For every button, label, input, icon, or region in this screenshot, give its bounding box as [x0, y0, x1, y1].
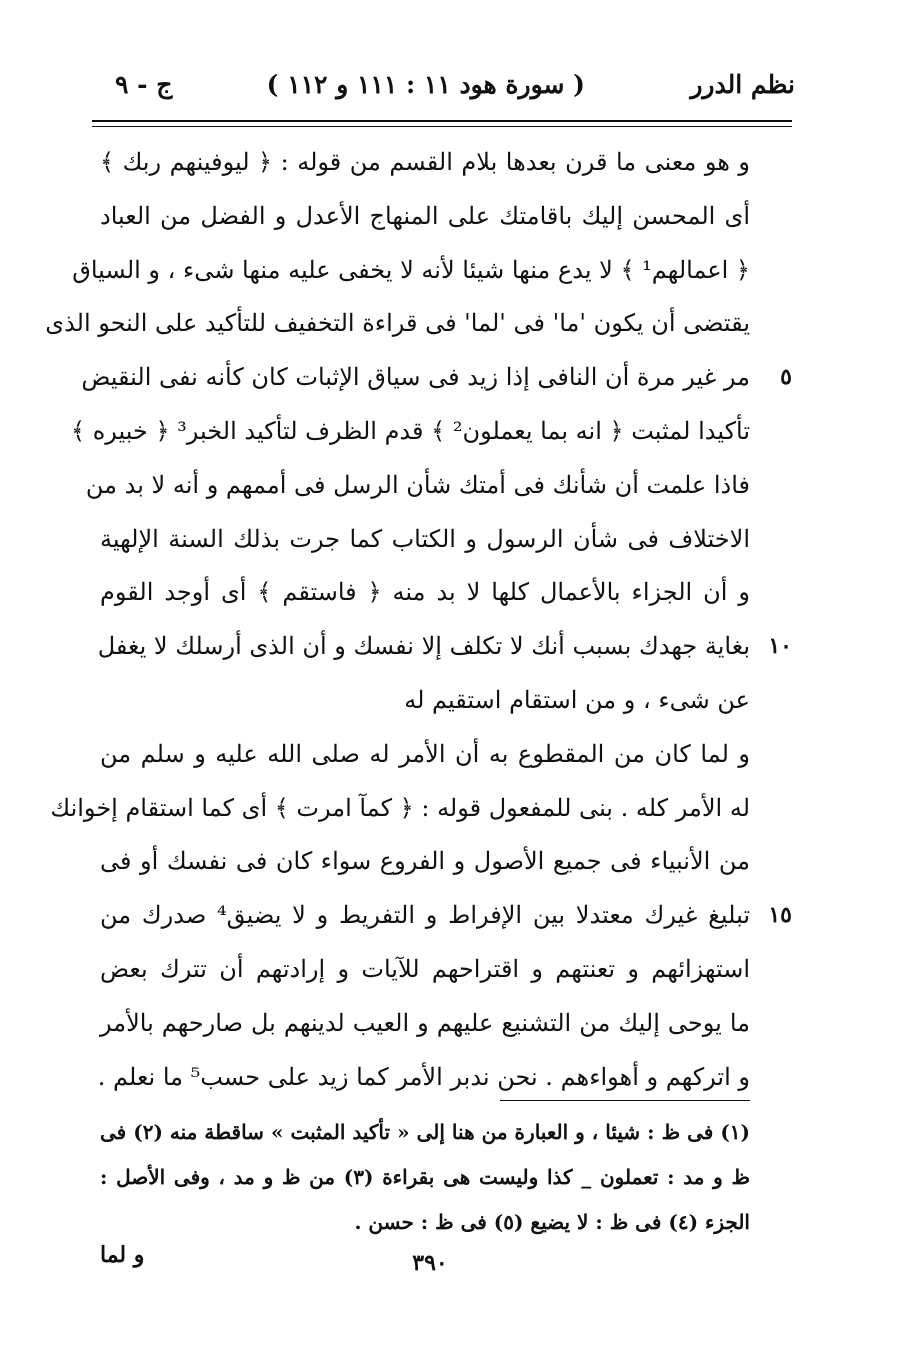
line-text: الاختلاف فى شأن الرسول و الكتاب كما جرت بذلك السنة الإلهية	[100, 524, 750, 553]
line-text: يقتضى أن يكون 'ما' فى 'لما' فى قراءة التخفيف للتأكيد على النحو الذى	[45, 309, 750, 338]
header-rule	[92, 120, 792, 122]
line-text: ﴿ اعمالهم¹ ﴾ لا يدع منها شيئا لأنه لا يخفى عليه منها شىء ، و السياق	[72, 255, 750, 284]
text-line	[100, 194, 750, 248]
footnote-line: الجزء (٤) فى ظ : لا يضيع (٥) فى ظ : حسن .	[354, 1210, 750, 1234]
line-text: و هو معنى ما قرن بعدها بلام القسم من قوله : ﴿ ليوفينهم ربك ﴾	[100, 148, 750, 176]
text-line	[71, 409, 750, 463]
line-text: له الأمر كله . بنى للمفعول قوله : ﴿ كمآ امرت ﴾ أى كما استقام إخوانك	[50, 793, 750, 822]
text-line	[100, 1001, 750, 1055]
line-text: تأكيدا لمثبت ﴿ انه بما يعملون² ﴾ قدم الظرف لتأكيد الخبر³ ﴿ خبيره ﴾	[71, 416, 750, 445]
surah-reference: ( سورة هود ١١ : ١١١ و ١١٢ )	[266, 70, 585, 99]
text-line	[97, 624, 792, 678]
header-rule-thin	[92, 126, 792, 127]
line-text: و لما كان من المقطوع به أن الأمر له صلى الله عليه و سلم من	[100, 739, 750, 768]
line-number: ٥	[780, 364, 792, 391]
text-line	[72, 248, 750, 302]
text-line	[100, 140, 750, 194]
volume-label: ج - ٩	[115, 70, 173, 99]
line-text: بغاية جهدك بسبب أنك لا تكلف إلا نفسك و أن الذى أرسلك لا يغفل	[97, 632, 750, 661]
text-line	[81, 355, 792, 409]
text-line	[100, 839, 750, 893]
line-text: أى المحسن إليك باقامتك على المنهاج الأعدل و الفضل من العباد	[100, 201, 750, 230]
text-line	[50, 786, 750, 840]
text-line	[100, 947, 750, 1001]
line-text: من الأنبياء فى جميع الأصول و الفروع سواء كان فى نفسك أو فى	[100, 847, 750, 876]
line-text: ما يوحى إليك من التشنيع عليهم و العيب لدينهم بل صارحهم بالأمر	[100, 1008, 750, 1037]
line-number: ١٥	[768, 902, 792, 929]
footnote-line: (١) فى ظ : شيئا ، و العبارة من هنا إلى « تأكيد المثبت » ساقطة منه (٢) فى	[100, 1120, 750, 1144]
footnote-separator	[500, 1100, 750, 1101]
text-line	[100, 517, 750, 571]
running-header	[95, 70, 795, 112]
footnotes	[100, 1112, 750, 1247]
text-line	[100, 893, 792, 947]
line-number: ١٠	[768, 633, 792, 660]
line-text: و اتركهم و أهواءهم . نحن ندبر الأمر كما زيد على حسب⁵ ما نعلم .	[97, 1062, 750, 1091]
line-text: و أن الجزاء بالأعمال كلها لا بد منه ﴿ فاستقم ﴾ أى أوجد القوم	[100, 578, 750, 607]
text-line	[85, 463, 750, 517]
line-text: مر غير مرة أن النافى إذا زيد فى سياق الإثبات كان كأنه نفى النقيض	[81, 363, 750, 392]
text-line	[100, 570, 750, 624]
footnote-line: ظ و مد : تعملون _ كذا وليست هى بقراءة (٣) من ظ و مد ، وفى الأصل :	[100, 1165, 750, 1189]
line-text: استهزائهم و تعنتهم و اقتراحهم للآيات و إرادتهم أن تترك بعض	[100, 954, 750, 983]
text-line	[45, 301, 750, 355]
text-line	[100, 678, 750, 732]
line-text: فاذا علمت أن شأنك فى أمتك شأن الرسل فى أممهم و أنه لا بد من	[85, 470, 750, 499]
page-number: ٣٩٠	[412, 1250, 448, 1276]
catchword: و لما	[100, 1242, 145, 1268]
text-line	[100, 732, 750, 786]
book-title: نظم الدرر	[690, 70, 795, 99]
line-text: تبليغ غيرك معتدلا بين الإفراط و التفريط و لا يضيق⁴ صدرك من	[100, 901, 750, 930]
main-text	[45, 140, 792, 1108]
line-text: عن شىء ، و من استقام استقيم له	[404, 685, 750, 714]
